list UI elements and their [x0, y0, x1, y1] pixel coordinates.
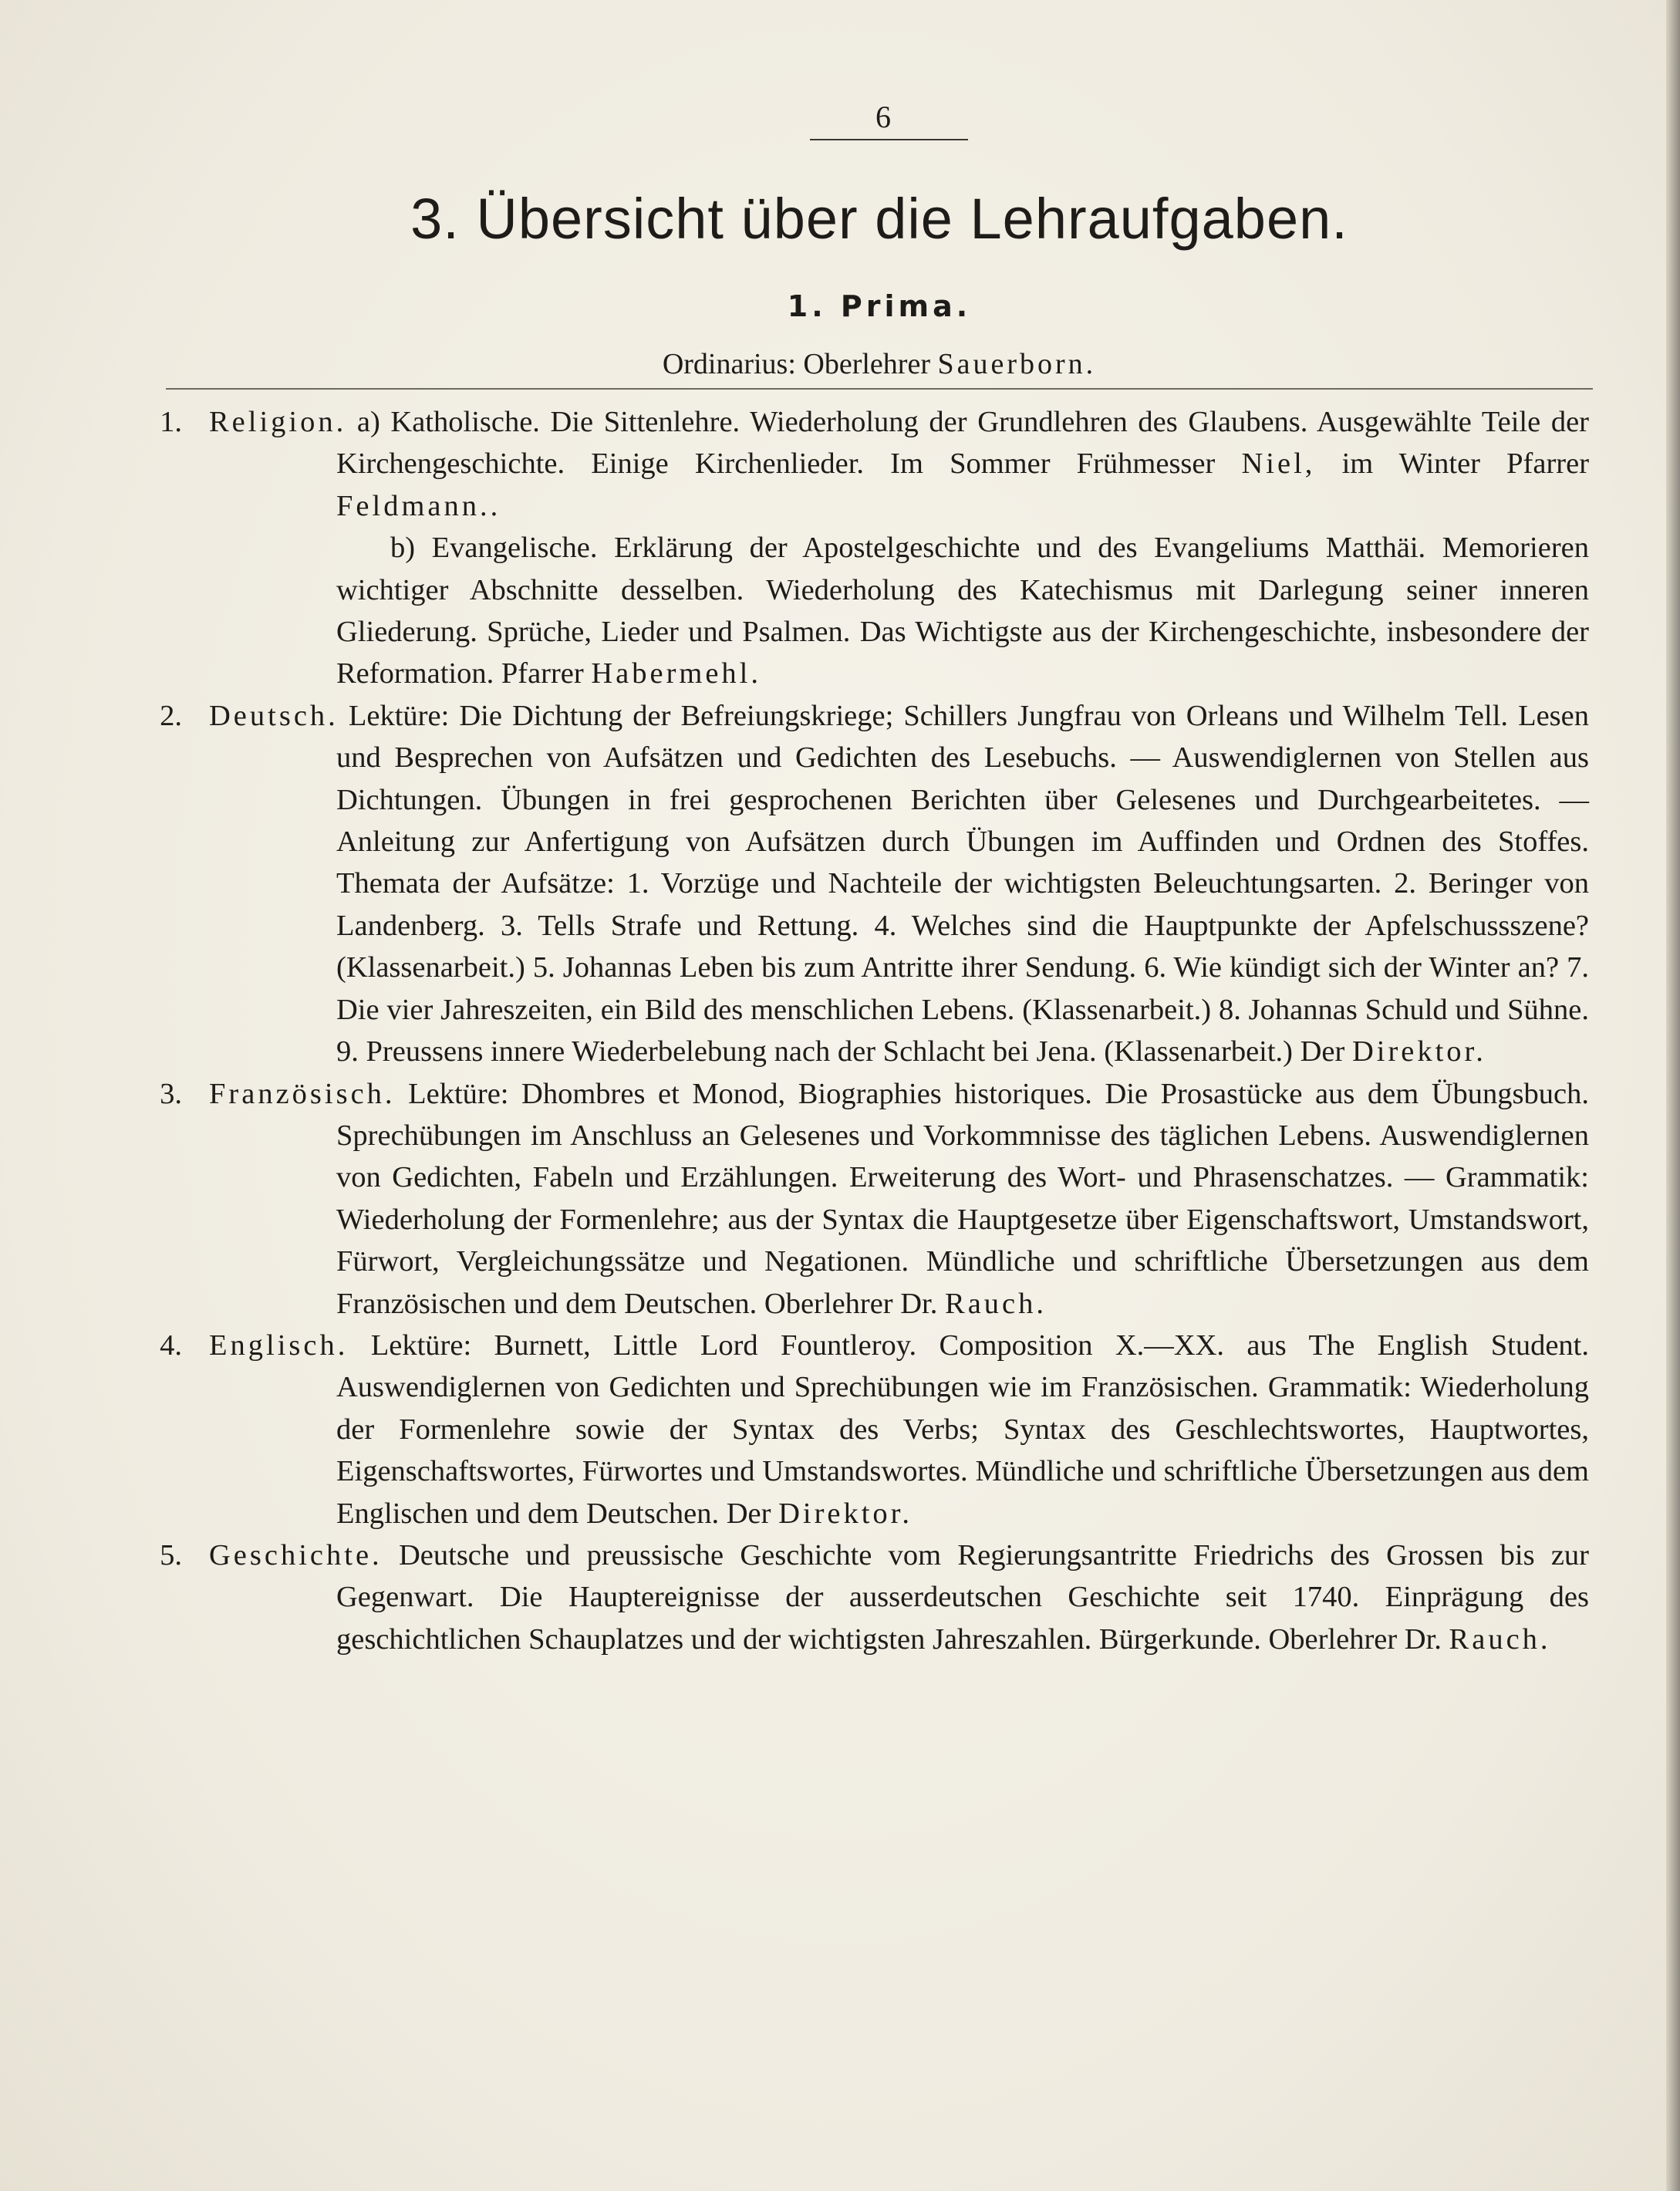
- subject-item-religion: [154, 401, 1589, 695]
- teacher-name: Habermehl.: [591, 657, 762, 690]
- subject-item-geschichte: [154, 1534, 1589, 1660]
- item-number: 3.: [160, 1077, 182, 1110]
- religion-part-a-mid: im Winter Pfarrer: [1341, 447, 1590, 481]
- section-heading: 3. Übersicht über die Lehraufgaben.: [410, 187, 1348, 251]
- teacher-name: Rauch.: [945, 1287, 1047, 1320]
- religion-catholic-paragraph: [209, 401, 1590, 527]
- item-subject: Geschichte.: [209, 1538, 383, 1572]
- teacher-name: Direktor.: [778, 1497, 913, 1530]
- item-number: 1.: [160, 406, 182, 438]
- item-subject: Religion.: [209, 406, 347, 438]
- page-number: 6: [875, 100, 891, 134]
- ordinarius-name: Sauerborn.: [937, 348, 1097, 380]
- ordinarius-line: [154, 346, 1604, 383]
- franzoesisch-paragraph: [209, 1073, 1589, 1325]
- item-subject: Deutsch.: [209, 699, 339, 732]
- teacher-name: Niel,: [1241, 447, 1316, 481]
- item-text: Deutsche und preussische Geschichte vom Regierungsantritte Friedrichs des Grossen bis zur Gegenwart. Die Hauptereignisse der ausserdeutschen Geschichte seit 1740. Einprägung des geschichtlichen Schauplatzes und der wichtigsten Jahreszahlen. Bürgerkunde. Oberlehrer Dr.: [336, 1538, 1590, 1656]
- item-text: Lektüre: Die Dichtung der Befreiungskriege; Schillers Jungfrau von Orleans und Wilhelm Tell. Lesen und Besprechen von Aufsätzen und Gedichten des Lesebuchs. — Auswendiglernen von Stellen aus Dichtungen. Übungen in frei gesprochenen Berichten über Gelesenes und Durchgearbeitetes. — Anleitung zur Anfertigung von Aufsätzen durch Übungen im Auffinden und Ordnen des Stoffes. Themata der Aufsätze: 1. Vorzüge und Nachteile der wichtigsten Beleuchtungsarten. 2. Beringer von Landenberg. 3. Tells Strafe und Rettung. 4. Welches sind die Hauptpunkte der Apfelschussszene? (Klassenarbeit.) 5. Johannas Leben bis zum Antritte ihrer Sendung. 6. Wie kündigt sich der Winter an? 7. Die vier Jahreszeiten, ein Bild des menschlichen Lebens. (Klassenarbeit.) 8. Johannas Schuld und Sühne. 9. Preussens innere Wiederbelebung nach der Schlacht bei Jena. (Klassenarbeit.) Der: [336, 699, 1590, 1068]
- ordinarius-prefix: Ordinarius: Oberlehrer: [662, 348, 930, 380]
- englisch-paragraph: [209, 1325, 1589, 1534]
- teacher-name: Rauch.: [1449, 1622, 1551, 1656]
- subject-item-deutsch: [154, 695, 1589, 1073]
- teacher-name: Feldmann..: [336, 489, 501, 522]
- class-heading: 1. Prima.: [787, 289, 972, 323]
- subject-item-englisch: [154, 1325, 1589, 1534]
- page-number-rule: [810, 139, 968, 140]
- teacher-name: Direktor.: [1351, 1035, 1486, 1068]
- heading-divider: [166, 388, 1593, 390]
- page-edge-shadow: [1666, 0, 1680, 2191]
- item-number: 4.: [160, 1328, 182, 1362]
- item-number: 5.: [160, 1538, 182, 1572]
- subject-list: [154, 401, 1589, 1660]
- item-subject: Französisch.: [209, 1077, 396, 1110]
- geschichte-paragraph: [209, 1534, 1590, 1660]
- religion-part-a: a) Katholische. Die Sittenlehre. Wiederholung der Grundlehren des Glaubens. Ausgewählte Teile der Kirchengeschichte. Einige Kirchenlieder. Im Sommer Frühmesser: [336, 406, 1590, 481]
- deutsch-paragraph: [209, 695, 1590, 1073]
- item-text: Lektüre: Dhombres et Monod, Biographies historiques. Die Prosastücke aus dem Übungsbuch. Sprechübungen im Anschluss an Gelesenes und Vorkommnisse des täglichen Lebens. Auswendiglernen von Gedichten, Fabeln und Erzählungen. Erweiterung des Wort- und Phrasenschatzes. — Grammatik: Wiederholung der Formenlehre; aus der Syntax die Hauptgesetze über Eigenschaftswort, Umstandswort, Fürwort, Vergleichungssätze und Negationen. Mündliche und schriftliche Übersetzungen aus dem Französischen und dem Deutschen. Oberlehrer Dr.: [336, 1077, 1589, 1320]
- religion-evangelical-paragraph: [336, 527, 1589, 695]
- religion-part-b: b) Evangelische. Erklärung der Apostelgeschichte und des Evangeliums Matthäi. Memorieren wichtiger Abschnitte desselben. Wiederholung des Katechismus mit Darlegung seiner inneren Gliederung. Sprüche, Lieder und Psalmen. Das Wichtigste aus der Kirchengeschichte, insbesondere der Reformation. Pfarrer: [336, 532, 1589, 690]
- item-text: Lektüre: Burnett, Little Lord Fountleroy. Composition X.—XX. aus The English Student. Auswendiglernen von Gedichten und Sprechübungen wie im Französischen. Grammatik: Wiederholung der Formenlehre sowie der Syntax des Verbs; Syntax des Geschlechtswortes, Hauptwortes, Eigenschaftswortes, Fürwortes und Umstandswortes. Mündliche und schriftliche Übersetzungen aus dem Englischen und dem Deutschen. Der: [336, 1328, 1589, 1530]
- subject-item-franzoesisch: [154, 1073, 1589, 1325]
- item-number: 2.: [160, 699, 182, 732]
- item-subject: Englisch.: [209, 1328, 349, 1362]
